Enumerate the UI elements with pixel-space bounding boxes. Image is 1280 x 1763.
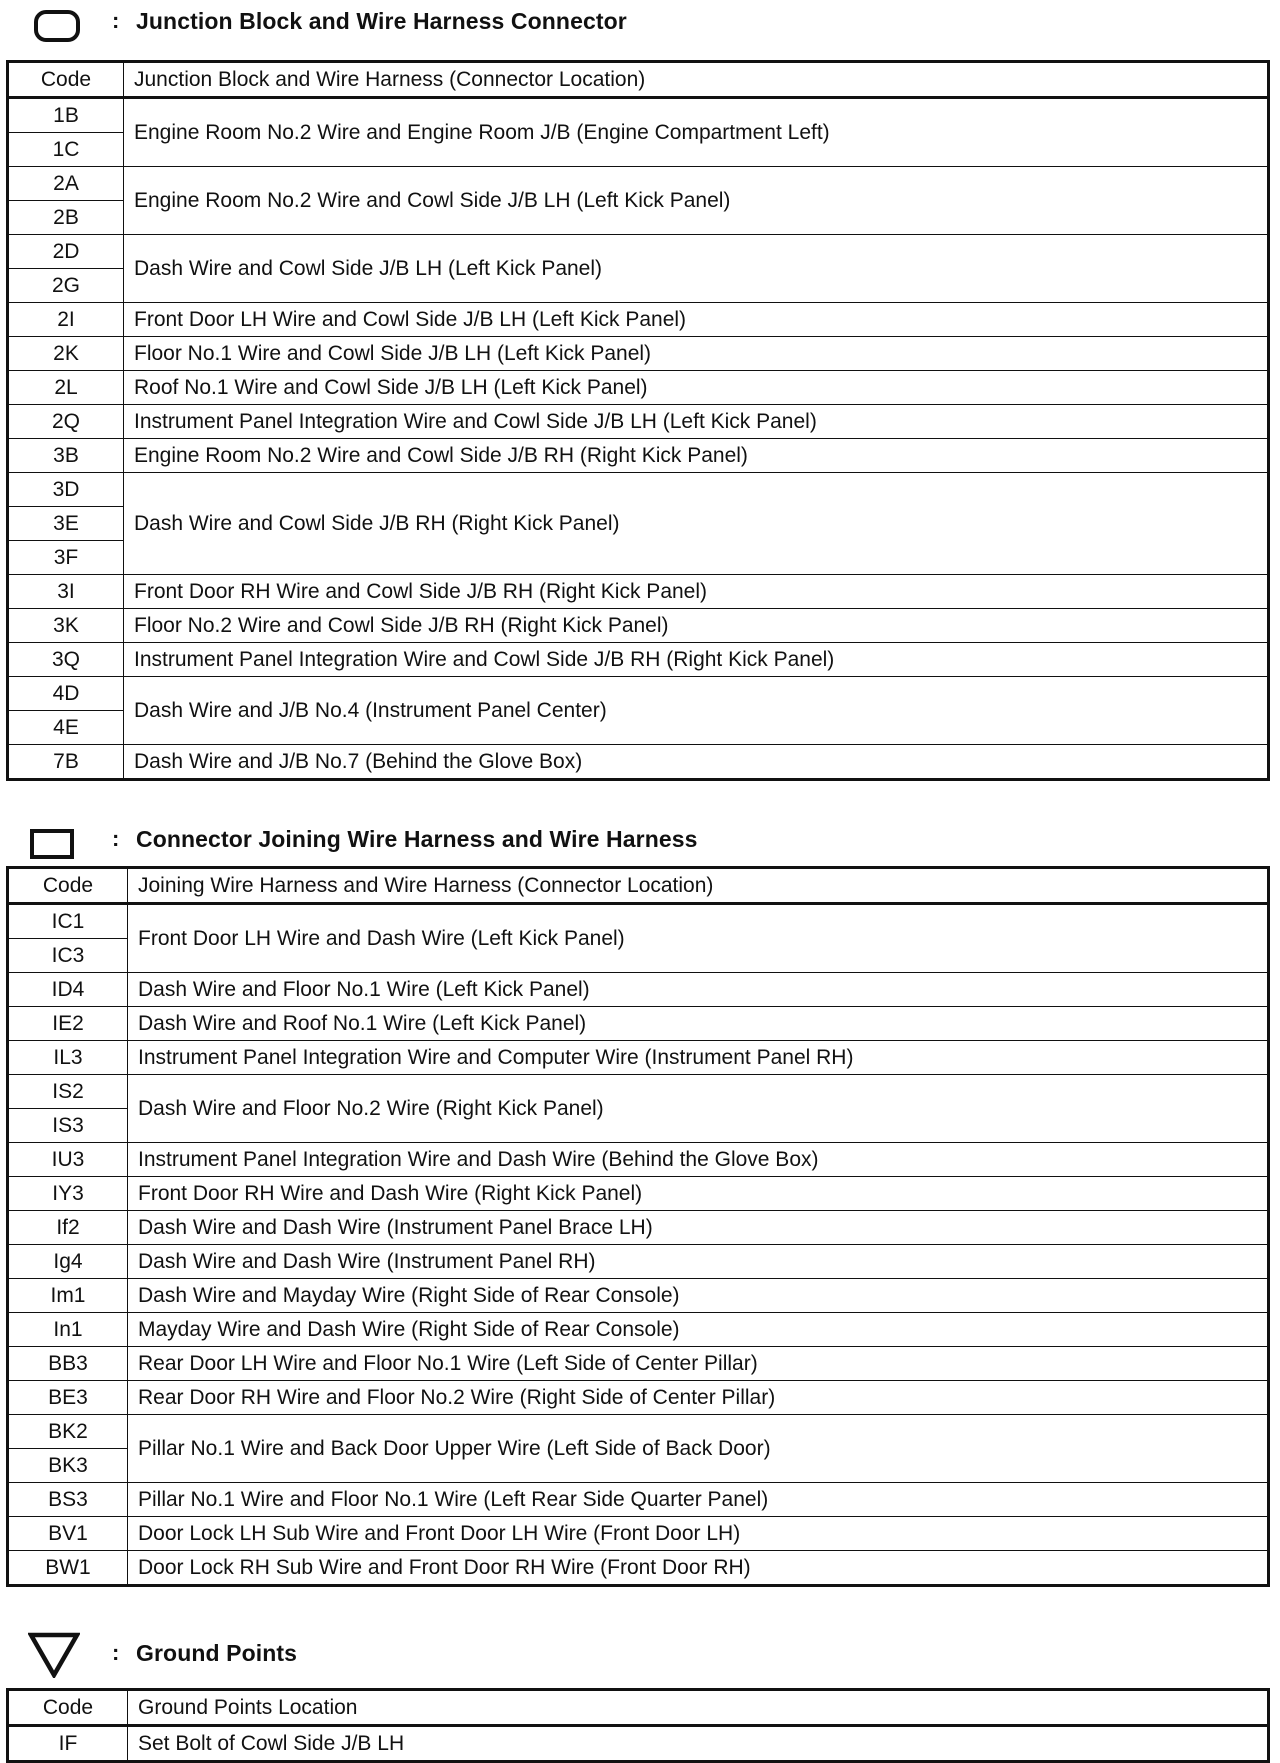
connector-code-cell: BV1 [8, 1517, 128, 1551]
junction-block-table [6, 60, 1270, 781]
connector-location-cell: Dash Wire and Cowl Side J/B LH (Left Kick Panel) [124, 235, 1269, 303]
table-row [8, 1726, 1269, 1762]
table-row [8, 1075, 1269, 1109]
column-header-code: Code [8, 1690, 128, 1726]
connector-code-cell: 2B [8, 201, 124, 235]
section-title: Junction Block and Wire Harness Connector [136, 8, 627, 34]
connector-location-cell: Rear Door LH Wire and Floor No.1 Wire (Left Side of Center Pillar) [128, 1347, 1269, 1381]
section-ground-points-heading [0, 1632, 1270, 1672]
connector-code-cell: 2K [8, 337, 124, 371]
connector-code-cell: IU3 [8, 1143, 128, 1177]
connector-location-cell: Front Door RH Wire and Dash Wire (Right Kick Panel) [128, 1177, 1269, 1211]
table-row [8, 405, 1269, 439]
connector-code-cell: BS3 [8, 1483, 128, 1517]
table-header-row [8, 62, 1269, 98]
table-row [8, 1381, 1269, 1415]
connector-location-cell: Pillar No.1 Wire and Back Door Upper Wire (Left Side of Back Door) [128, 1415, 1269, 1483]
table-row [8, 1007, 1269, 1041]
connector-location-cell: Mayday Wire and Dash Wire (Right Side of Rear Console) [128, 1313, 1269, 1347]
connector-code-cell: In1 [8, 1313, 128, 1347]
connector-location-cell: Floor No.2 Wire and Cowl Side J/B RH (Right Kick Panel) [124, 609, 1269, 643]
connector-location-cell: Engine Room No.2 Wire and Cowl Side J/B LH (Left Kick Panel) [124, 167, 1269, 235]
connector-location-cell: Front Door RH Wire and Cowl Side J/B RH (Right Kick Panel) [124, 575, 1269, 609]
column-header-description: Joining Wire Harness and Wire Harness (Connector Location) [128, 868, 1269, 904]
table-row [8, 1313, 1269, 1347]
connector-code-cell: 2G [8, 269, 124, 303]
table-row [8, 575, 1269, 609]
connector-code-cell: IS2 [8, 1075, 128, 1109]
heading-colon: : [112, 826, 120, 851]
connector-joining-table [6, 866, 1270, 1587]
table-row [8, 167, 1269, 201]
table-row [8, 677, 1269, 711]
connector-code-cell: 1B [8, 98, 124, 133]
column-header-code: Code [8, 868, 128, 904]
connector-code-cell: IC3 [8, 939, 128, 973]
table-row [8, 1143, 1269, 1177]
table-row [8, 303, 1269, 337]
connector-code-cell: IS3 [8, 1109, 128, 1143]
table-row [8, 745, 1269, 780]
connector-code-cell: 3I [8, 575, 124, 609]
connector-code-cell: IL3 [8, 1041, 128, 1075]
connector-location-cell: Dash Wire and Dash Wire (Instrument Panel Brace LH) [128, 1211, 1269, 1245]
connector-code-cell: IY3 [8, 1177, 128, 1211]
connector-code-cell: 1C [8, 133, 124, 167]
connector-location-cell: Dash Wire and J/B No.4 (Instrument Panel Center) [124, 677, 1269, 745]
connector-code-cell: 2L [8, 371, 124, 405]
connector-code-cell: 2I [8, 303, 124, 337]
column-header-code: Code [8, 62, 124, 98]
connector-code-cell: 3Q [8, 643, 124, 677]
connector-code-cell: 4D [8, 677, 124, 711]
connector-code-cell: 7B [8, 745, 124, 780]
connector-location-cell: Instrument Panel Integration Wire and Dash Wire (Behind the Glove Box) [128, 1143, 1269, 1177]
connector-location-cell: Instrument Panel Integration Wire and Cowl Side J/B RH (Right Kick Panel) [124, 643, 1269, 677]
connector-code-cell: 4E [8, 711, 124, 745]
connector-location-cell: Front Door LH Wire and Cowl Side J/B LH (Left Kick Panel) [124, 303, 1269, 337]
connector-code-cell: 3E [8, 507, 124, 541]
table-row [8, 609, 1269, 643]
heading-colon: : [112, 8, 120, 33]
connector-code-cell: BW1 [8, 1551, 128, 1586]
table-header-row [8, 1690, 1269, 1726]
connector-location-cell: Roof No.1 Wire and Cowl Side J/B LH (Left Kick Panel) [124, 371, 1269, 405]
connector-location-cell: Door Lock LH Sub Wire and Front Door LH Wire (Front Door LH) [128, 1517, 1269, 1551]
table-row [8, 439, 1269, 473]
connector-location-cell: Set Bolt of Cowl Side J/B LH [128, 1726, 1269, 1762]
table-row [8, 643, 1269, 677]
section-junction-block-heading [0, 0, 1270, 40]
section-title: Ground Points [136, 1640, 298, 1666]
heading-colon: : [112, 1640, 120, 1665]
connector-location-cell: Door Lock RH Sub Wire and Front Door RH Wire (Front Door RH) [128, 1551, 1269, 1586]
connector-code-cell: BK2 [8, 1415, 128, 1449]
connector-location-cell: Engine Room No.2 Wire and Cowl Side J/B RH (Right Kick Panel) [124, 439, 1269, 473]
connector-code-cell: Ig4 [8, 1245, 128, 1279]
table-header-row [8, 868, 1269, 904]
table-row [8, 904, 1269, 939]
table-row [8, 1483, 1269, 1517]
table-row [8, 371, 1269, 405]
oval-outline-icon [34, 10, 80, 42]
table-row [8, 337, 1269, 371]
connector-code-cell: 3F [8, 541, 124, 575]
connector-code-cell: 2Q [8, 405, 124, 439]
connector-code-cell: BK3 [8, 1449, 128, 1483]
connector-code-cell: 3B [8, 439, 124, 473]
connector-code-cell: 3D [8, 473, 124, 507]
table-row [8, 1041, 1269, 1075]
connector-location-cell: Front Door LH Wire and Dash Wire (Left Kick Panel) [128, 904, 1269, 973]
connector-location-cell: Dash Wire and Dash Wire (Instrument Panel RH) [128, 1245, 1269, 1279]
connector-location-cell: Dash Wire and Cowl Side J/B RH (Right Kick Panel) [124, 473, 1269, 575]
connector-code-cell: 3K [8, 609, 124, 643]
connector-location-cell: Pillar No.1 Wire and Floor No.1 Wire (Left Rear Side Quarter Panel) [128, 1483, 1269, 1517]
connector-location-cell: Engine Room No.2 Wire and Engine Room J/B (Engine Compartment Left) [124, 98, 1269, 167]
table-row [8, 98, 1269, 133]
table-row [8, 1177, 1269, 1211]
column-header-description: Ground Points Location [128, 1690, 1269, 1726]
connector-code-cell: IF [8, 1726, 128, 1762]
connector-code-cell: 2D [8, 235, 124, 269]
table-row [8, 1279, 1269, 1313]
connector-location-cell: Instrument Panel Integration Wire and Computer Wire (Instrument Panel RH) [128, 1041, 1269, 1075]
table-row [8, 473, 1269, 507]
column-header-description: Junction Block and Wire Harness (Connector Location) [124, 62, 1269, 98]
connector-code-cell: IC1 [8, 904, 128, 939]
connector-location-cell: Dash Wire and Mayday Wire (Right Side of Rear Console) [128, 1279, 1269, 1313]
square-outline-icon [30, 829, 74, 859]
connector-location-cell: Dash Wire and Floor No.2 Wire (Right Kick Panel) [128, 1075, 1269, 1143]
connector-location-cell: Dash Wire and Floor No.1 Wire (Left Kick Panel) [128, 973, 1269, 1007]
connector-code-cell: If2 [8, 1211, 128, 1245]
connector-code-cell: Im1 [8, 1279, 128, 1313]
connector-code-cell: BE3 [8, 1381, 128, 1415]
connector-location-cell: Instrument Panel Integration Wire and Cowl Side J/B LH (Left Kick Panel) [124, 405, 1269, 439]
ground-points-table [6, 1688, 1270, 1763]
table-row [8, 1347, 1269, 1381]
connector-location-cell: Dash Wire and Roof No.1 Wire (Left Kick Panel) [128, 1007, 1269, 1041]
connector-location-cell: Rear Door RH Wire and Floor No.2 Wire (Right Side of Center Pillar) [128, 1381, 1269, 1415]
connector-code-cell: IE2 [8, 1007, 128, 1041]
table-row [8, 1211, 1269, 1245]
connector-location-cell: Dash Wire and J/B No.7 (Behind the Glove Box) [124, 745, 1269, 780]
table-row [8, 235, 1269, 269]
section-connector-joining-heading [0, 818, 1270, 858]
section-title: Connector Joining Wire Harness and Wire Harness [136, 826, 698, 852]
connector-location-cell: Floor No.1 Wire and Cowl Side J/B LH (Left Kick Panel) [124, 337, 1269, 371]
table-row [8, 1245, 1269, 1279]
connector-code-cell: BB3 [8, 1347, 128, 1381]
ground-triangle-icon [28, 1632, 80, 1678]
table-row [8, 1551, 1269, 1586]
table-row [8, 1415, 1269, 1449]
table-row [8, 973, 1269, 1007]
connector-code-cell: ID4 [8, 973, 128, 1007]
table-row [8, 1517, 1269, 1551]
connector-code-cell: 2A [8, 167, 124, 201]
